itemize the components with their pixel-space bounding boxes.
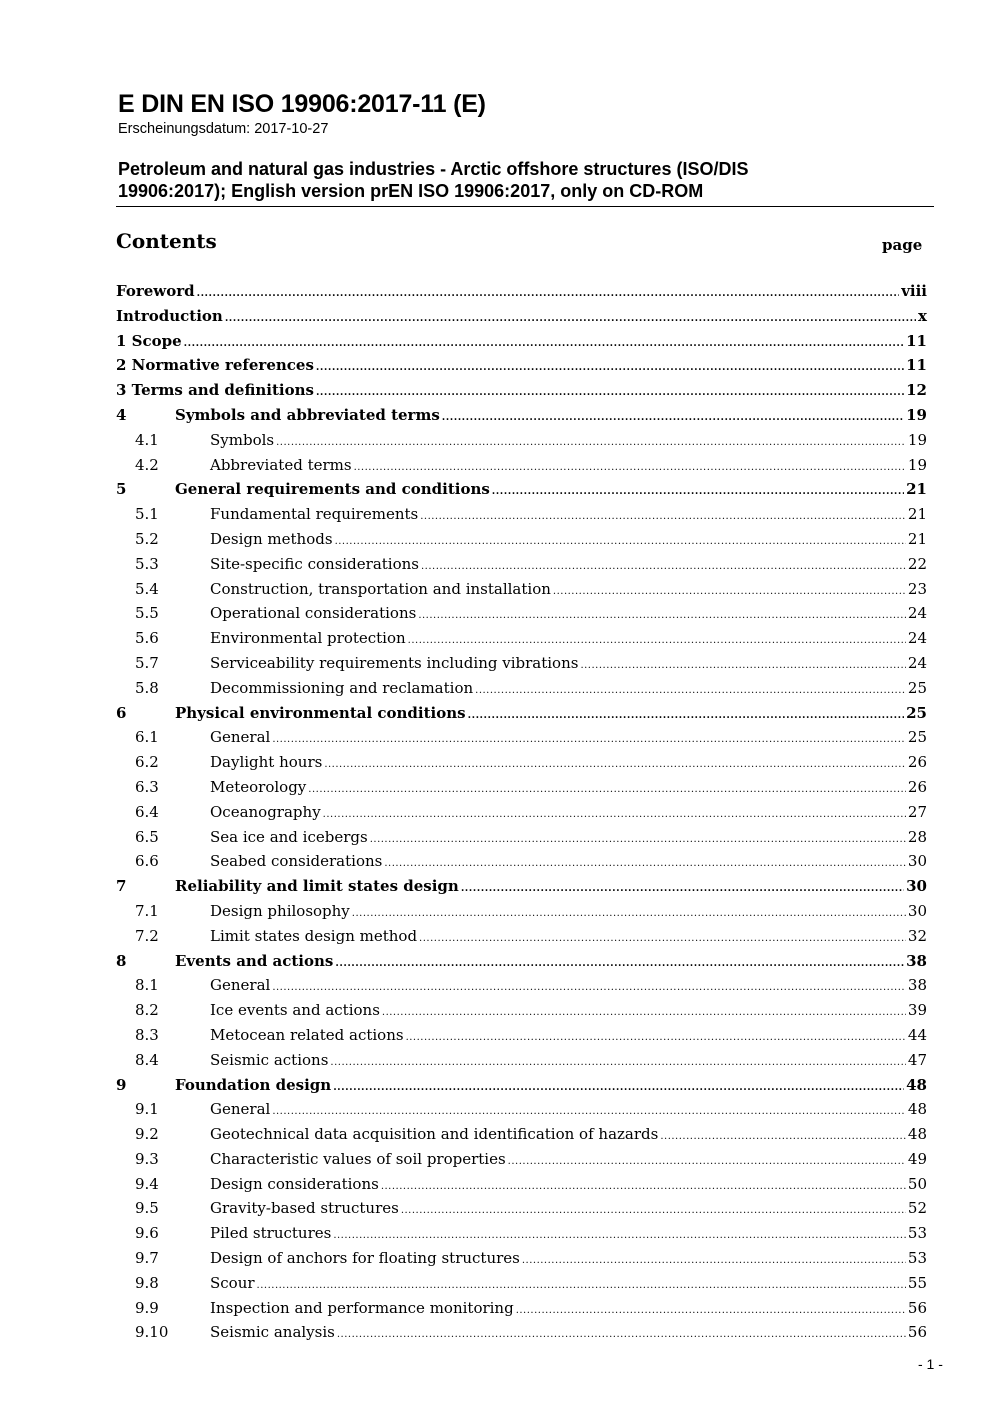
toc-entry-number: 5.7 <box>135 653 159 672</box>
toc-entry-page: 22 <box>907 554 927 573</box>
toc-entry[interactable] <box>0 428 992 453</box>
toc-entry-line <box>116 279 927 307</box>
toc-entry[interactable] <box>0 800 992 825</box>
toc-entry-page: 25 <box>906 703 927 722</box>
toc-entry[interactable] <box>0 651 992 676</box>
toc-entry-number: 6.1 <box>135 728 159 747</box>
toc-entry[interactable] <box>0 403 992 428</box>
toc-entry-page: 50 <box>907 1174 927 1193</box>
toc-entry-title: Environmental protection <box>210 629 406 648</box>
toc-entry-line <box>210 1023 927 1051</box>
toc-entry-number: 8 <box>116 951 127 970</box>
toc-entry-line <box>210 651 927 679</box>
toc-entry-title: Ice events and actions <box>210 1001 380 1020</box>
toc-entry-title: Inspection and performance monitoring <box>210 1298 514 1317</box>
toc-entry[interactable] <box>0 1023 992 1048</box>
toc-entry-page: 11 <box>906 356 927 375</box>
toc-entry-line <box>210 775 927 803</box>
toc-entry-title: Fundamental requirements <box>210 505 419 524</box>
document-title <box>118 158 878 202</box>
toc-entry[interactable] <box>0 353 992 378</box>
toc-entry-page: 24 <box>907 629 927 648</box>
toc-entry-title: Metocean related actions <box>210 1025 404 1044</box>
toc-entry[interactable] <box>0 775 992 800</box>
toc-entry-title: Geotechnical data acquisition and identification of hazards <box>210 1125 659 1144</box>
toc-entry[interactable] <box>0 825 992 850</box>
toc-entry-number: 5.1 <box>135 505 159 524</box>
toc-entry-number: 8.3 <box>135 1025 159 1044</box>
toc-entry-title: Foreword <box>116 282 195 300</box>
toc-entry-page: 25 <box>907 728 927 747</box>
toc-entry-title: Events and actions <box>175 951 334 970</box>
toc-entry[interactable] <box>0 279 992 304</box>
toc-entry-line <box>175 1073 927 1101</box>
toc-entry-page: 19 <box>906 405 927 424</box>
toc-entry-page: 38 <box>906 951 927 970</box>
toc-entry-line <box>210 1147 927 1175</box>
toc-entry-page: viii <box>901 282 927 300</box>
toc-entry-page: 26 <box>907 777 927 796</box>
toc-entry[interactable] <box>0 1097 992 1122</box>
toc-entry-line <box>210 924 927 952</box>
toc-entry-page: 12 <box>906 381 927 400</box>
toc-entry-title: Physical environmental conditions <box>175 703 466 722</box>
toc-entry-title: Meteorology <box>210 777 307 796</box>
toc-entry-line <box>116 378 927 406</box>
toc-entry[interactable] <box>0 601 992 626</box>
toc-entry-page: 53 <box>907 1249 927 1268</box>
toc-entry-line <box>210 1048 927 1076</box>
toc-entry-number: 9 <box>116 1075 127 1094</box>
toc-entry-number: 7 <box>116 877 127 896</box>
toc-entry-number: 5.6 <box>135 629 159 648</box>
toc-entry-number: 9.7 <box>135 1249 159 1268</box>
toc-entry-line <box>210 527 927 555</box>
toc-entry[interactable] <box>0 577 992 602</box>
toc-entry-line <box>210 973 927 1001</box>
toc-entry-page: 21 <box>907 505 927 524</box>
toc-entry[interactable] <box>0 750 992 775</box>
toc-entry-line <box>210 601 927 629</box>
toc-entry-number: 5.3 <box>135 554 159 573</box>
toc-entry-number: 9.4 <box>135 1174 159 1193</box>
document-title-line: Petroleum and natural gas industries - Arctic offshore structures (ISO/DIS <box>118 159 749 179</box>
toc-entry-line <box>210 502 927 530</box>
toc-entry[interactable] <box>0 1320 992 1345</box>
toc-entry-line <box>210 428 927 456</box>
toc-entry-number: 5.4 <box>135 579 159 598</box>
toc-entry-line <box>210 1097 927 1125</box>
toc-entry-line <box>210 800 927 828</box>
toc-entry-title: Limit states design method <box>210 926 418 945</box>
toc-entry-page: 21 <box>907 529 927 548</box>
header-divider <box>116 206 934 207</box>
toc-entry-title: Symbols <box>210 430 275 449</box>
toc-entry-number: 9.2 <box>135 1125 159 1144</box>
toc-entry[interactable] <box>0 1296 992 1321</box>
toc-entry-line <box>210 899 927 927</box>
toc-entry-number: 6.5 <box>135 827 159 846</box>
toc-entry-page: 39 <box>907 1001 927 1020</box>
toc-entry[interactable] <box>0 453 992 478</box>
toc-entry[interactable] <box>0 1196 992 1221</box>
toc-entry-number: 9.8 <box>135 1273 159 1292</box>
toc-entry-line <box>210 453 927 481</box>
toc-entry[interactable] <box>0 378 992 403</box>
toc-entry-number: 9.3 <box>135 1149 159 1168</box>
toc-entry-number: 5 <box>116 480 127 499</box>
toc-entry-page: x <box>918 306 927 325</box>
toc-entry-title: Design methods <box>210 529 333 548</box>
toc-entry-title: Operational considerations <box>210 604 417 623</box>
toc-entry-page: 49 <box>907 1149 927 1168</box>
toc-entry[interactable] <box>0 973 992 998</box>
toc-entry-line <box>210 849 927 877</box>
toc-entry-page: 11 <box>906 331 927 350</box>
toc-entry-page: 55 <box>907 1273 927 1292</box>
toc-entry-line <box>175 701 927 729</box>
toc-entry-title: Symbols and abbreviated terms <box>175 405 440 424</box>
toc-entry-title: Serviceability requirements including vibrations <box>210 653 579 672</box>
dot-leader <box>337 1323 906 1348</box>
toc-entry-page: 19 <box>907 430 927 449</box>
toc-entry-line <box>210 1196 927 1224</box>
toc-entry-line <box>210 750 927 778</box>
toc-entry-title: 3 Terms and definitions <box>116 381 314 400</box>
toc-entry-title: Decommissioning and reclamation <box>210 678 474 697</box>
toc-entry-page: 38 <box>907 976 927 995</box>
toc-entry[interactable] <box>0 676 992 701</box>
document-id: E DIN EN ISO 19906:2017-11 (E) <box>118 90 486 118</box>
page-column-label: page <box>882 236 923 254</box>
toc-entry-number: 8.4 <box>135 1050 159 1069</box>
toc-entry[interactable] <box>0 874 992 899</box>
toc-entry-page: 19 <box>907 455 927 474</box>
toc-entry-page: 28 <box>907 827 927 846</box>
toc-entry-page: 47 <box>907 1050 927 1069</box>
toc-entry[interactable] <box>0 552 992 577</box>
toc-entry-title: General <box>210 1100 271 1119</box>
toc-entry[interactable] <box>0 701 992 726</box>
toc-entry-line <box>210 676 927 704</box>
toc-entry-title: General requirements and conditions <box>175 480 490 499</box>
toc-entry-line <box>175 949 927 977</box>
toc-entry-title: Seabed considerations <box>210 852 383 871</box>
toc-entry-number: 6.4 <box>135 802 159 821</box>
toc-entry-number: 5.8 <box>135 678 159 697</box>
toc-entry-line <box>210 1296 927 1324</box>
toc-entry-page: 23 <box>907 579 927 598</box>
toc-entry-page: 48 <box>907 1125 927 1144</box>
toc-entry[interactable] <box>0 949 992 974</box>
toc-entry-title: Design philosophy <box>210 901 350 920</box>
toc-entry-title: Site-specific considerations <box>210 554 419 573</box>
toc-entry-number: 9.5 <box>135 1199 159 1218</box>
toc-entry-page: 56 <box>907 1323 927 1342</box>
toc-entry[interactable] <box>0 1246 992 1271</box>
toc-entry[interactable] <box>0 1073 992 1098</box>
toc-entry-title: Abbreviated terms <box>210 455 352 474</box>
toc-entry[interactable] <box>0 924 992 949</box>
toc-entry[interactable] <box>0 329 992 354</box>
toc-entry-line <box>175 874 927 902</box>
toc-entry-line <box>210 626 927 654</box>
toc-entry-title: General <box>210 976 271 995</box>
toc-entry-page: 21 <box>906 480 927 499</box>
toc-entry-title: Introduction <box>116 306 223 325</box>
toc-entry[interactable] <box>0 1048 992 1073</box>
toc-entry-page: 30 <box>906 877 927 896</box>
toc-entry-title: Design of anchors for floating structures <box>210 1249 520 1268</box>
toc-entry-title: Seismic analysis <box>210 1323 335 1342</box>
toc-entry-page: 27 <box>907 802 927 821</box>
toc-entry[interactable] <box>0 502 992 527</box>
toc-entry-title: Design considerations <box>210 1174 379 1193</box>
toc-entry-title: Piled structures <box>210 1224 332 1243</box>
toc-entry-line <box>210 552 927 580</box>
toc-entry-title: Seismic actions <box>210 1050 329 1069</box>
toc-entry-page: 25 <box>907 678 927 697</box>
toc-entry[interactable] <box>0 304 992 329</box>
toc-entry-line <box>210 577 927 605</box>
toc-entry-page: 44 <box>907 1025 927 1044</box>
toc-entry-page: 30 <box>907 901 927 920</box>
toc-entry-title: Scour <box>210 1273 255 1292</box>
toc-entry-number: 6 <box>116 703 127 722</box>
toc-entry-number: 8.1 <box>135 976 159 995</box>
toc-entry[interactable] <box>0 849 992 874</box>
toc-entry-number: 9.1 <box>135 1100 159 1119</box>
toc-entry-number: 7.2 <box>135 926 159 945</box>
toc-entry[interactable] <box>0 725 992 750</box>
toc-entry-title: Daylight hours <box>210 753 323 772</box>
toc-entry-number: 7.1 <box>135 901 159 920</box>
toc-entry-page: 32 <box>907 926 927 945</box>
page-number: - 1 - <box>918 1356 943 1372</box>
toc-entry-number: 4.1 <box>135 430 159 449</box>
toc-entry-number: 6.3 <box>135 777 159 796</box>
toc-entry-page: 52 <box>907 1199 927 1218</box>
table-of-contents <box>0 279 992 1345</box>
toc-entry-line <box>116 304 927 332</box>
toc-entry-line <box>210 1122 927 1150</box>
toc-entry-title: Foundation design <box>175 1075 332 1094</box>
toc-entry-line <box>210 725 927 753</box>
toc-entry[interactable] <box>0 1221 992 1246</box>
toc-entry-number: 4 <box>116 405 127 424</box>
toc-entry-page: 56 <box>907 1298 927 1317</box>
toc-entry-number: 6.6 <box>135 852 159 871</box>
toc-entry-page: 26 <box>907 753 927 772</box>
toc-entry[interactable] <box>0 527 992 552</box>
toc-entry-number: 9.9 <box>135 1298 159 1317</box>
toc-entry-page: 53 <box>907 1224 927 1243</box>
publication-date: Erscheinungsdatum: 2017-10-27 <box>118 121 329 137</box>
toc-entry-page: 24 <box>907 653 927 672</box>
toc-entry-title: Characteristic values of soil properties <box>210 1149 506 1168</box>
toc-entry-line <box>175 477 927 505</box>
toc-entry[interactable] <box>0 998 992 1023</box>
toc-entry-line <box>210 1320 927 1348</box>
toc-entry-line <box>210 1246 927 1274</box>
toc-entry-number: 9.10 <box>135 1323 169 1342</box>
toc-entry-page: 24 <box>907 604 927 623</box>
toc-entry-title: Reliability and limit states design <box>175 877 459 896</box>
toc-entry-page: 30 <box>907 852 927 871</box>
toc-entry-line <box>210 1221 927 1249</box>
toc-entry-number: 4.2 <box>135 455 159 474</box>
toc-entry-title: Oceanography <box>210 802 321 821</box>
toc-entry[interactable] <box>0 899 992 924</box>
toc-entry-number: 8.2 <box>135 1001 159 1020</box>
toc-entry-number: 6.2 <box>135 753 159 772</box>
toc-entry-line <box>210 1271 927 1299</box>
toc-entry-line <box>116 353 927 381</box>
toc-entry-line <box>116 329 927 357</box>
toc-entry-number: 9.6 <box>135 1224 159 1243</box>
toc-entry-number: 5.2 <box>135 529 159 548</box>
toc-entry-title: 2 Normative references <box>116 356 314 375</box>
toc-entry-page: 48 <box>907 1100 927 1119</box>
toc-entry-title: Gravity-based structures <box>210 1199 399 1218</box>
toc-entry-line <box>175 403 927 431</box>
toc-entry[interactable] <box>0 626 992 651</box>
toc-entry-title: General <box>210 728 271 747</box>
toc-entry-line <box>210 1172 927 1200</box>
toc-entry-title: Sea ice and icebergs <box>210 827 368 846</box>
contents-heading: Contents <box>116 229 217 253</box>
toc-entry[interactable] <box>0 1172 992 1197</box>
toc-entry-page: 48 <box>906 1075 927 1094</box>
toc-entry-title: 1 Scope <box>116 331 182 350</box>
toc-entry-title: Construction, transportation and installation <box>210 579 551 598</box>
toc-entry-line <box>210 998 927 1026</box>
toc-entry[interactable] <box>0 1122 992 1147</box>
toc-entry-line <box>210 825 927 853</box>
toc-entry[interactable] <box>0 477 992 502</box>
document-title-line: 19906:2017); English version prEN ISO 19906:2017, only on CD-ROM <box>118 181 704 201</box>
toc-entry[interactable] <box>0 1271 992 1296</box>
toc-entry[interactable] <box>0 1147 992 1172</box>
toc-entry-number: 5.5 <box>135 604 159 623</box>
